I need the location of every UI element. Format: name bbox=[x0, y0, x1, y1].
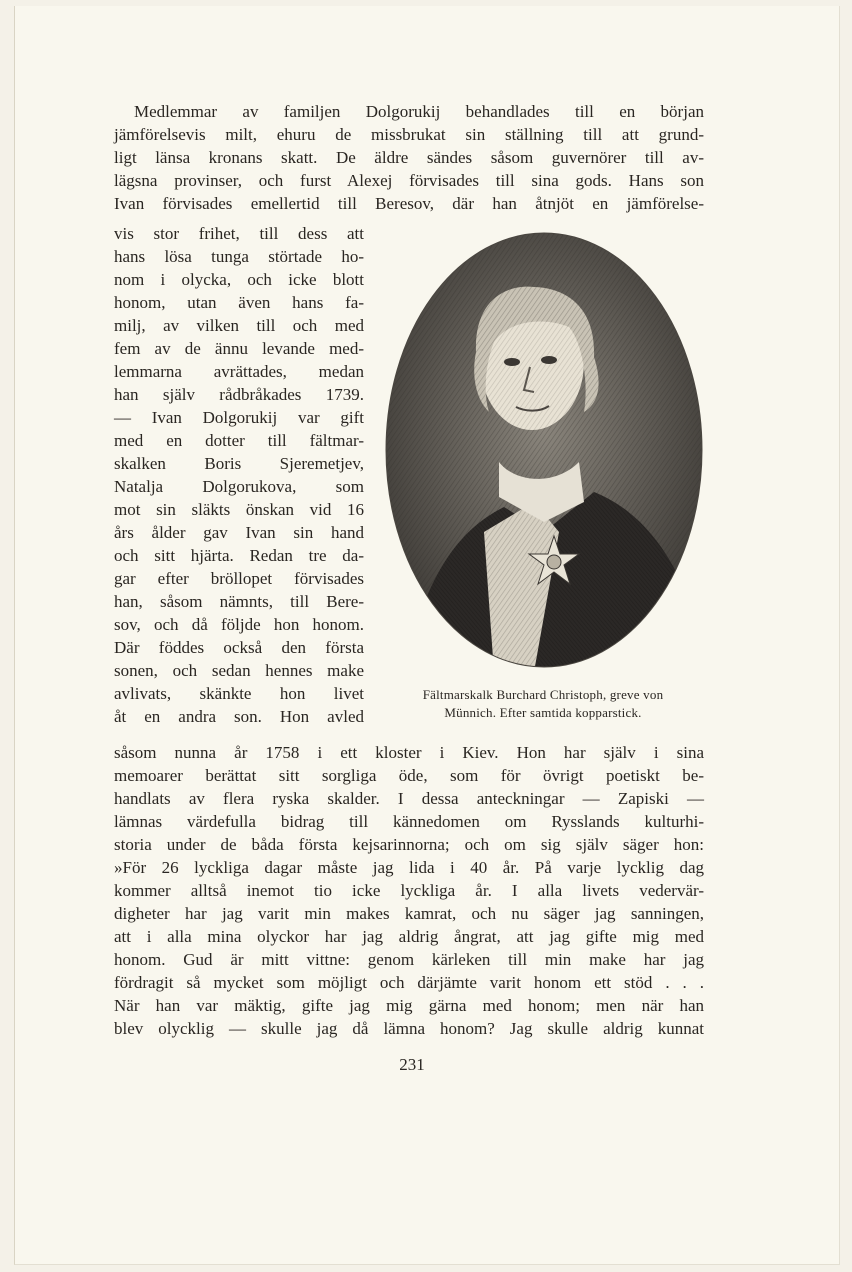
text-line: lägsna provinser, och furst Alexej förvisades till sina gods. Hans son bbox=[114, 171, 704, 190]
text-line: — Ivan Dolgorukij var gift bbox=[114, 408, 364, 427]
text-line: blev olycklig — skulle jag då lämna honom? Jag skulle aldrig kunnat bbox=[114, 1019, 704, 1038]
figure-caption bbox=[378, 686, 708, 722]
text-line: års ålder gav Ivan sin hand bbox=[114, 523, 364, 542]
text-line: Där föddes också den första bbox=[114, 638, 364, 657]
text-line: hans lösa tunga störtade ho- bbox=[114, 247, 364, 266]
text-line: han, såsom nämnts, till Bere- bbox=[114, 592, 364, 611]
text-line: lämnas värdefulla bidrag till kännedomen om Rysslands kulturhi- bbox=[114, 812, 704, 831]
text-line: honom, utan även hans fa- bbox=[114, 293, 364, 312]
text-line: med en dotter till fältmar- bbox=[114, 431, 364, 450]
caption-line: Münnich. Efter samtida kopparstick. bbox=[444, 705, 642, 720]
text-line: vis stor frihet, till dess att bbox=[114, 224, 364, 243]
text-line: När han var mäktig, gifte jag mig gärna med honom; men när han bbox=[114, 996, 704, 1015]
text-line: att i alla mina olyckor har jag aldrig ångrat, att jag gifte mig med bbox=[114, 927, 704, 946]
text-line: honom. Gud är mitt vittne: genom kärleken till min make har jag bbox=[114, 950, 704, 969]
text-line: mot sin släkts önskan vid 16 bbox=[114, 500, 364, 519]
portrait-engraving bbox=[384, 232, 704, 672]
text-line: han själv rådbråkades 1739. bbox=[114, 385, 364, 404]
text-line: milj, av vilken till och med bbox=[114, 316, 364, 335]
text-line: »För 26 lyckliga dagar måste jag lida i 40 år. På varje lycklig dag bbox=[114, 858, 704, 877]
text-line: sov, och då följde hon honom. bbox=[114, 615, 364, 634]
text-line: kommer alltså inemot tio icke lyckliga år. I alla livets vedervär- bbox=[114, 881, 704, 900]
text-line: handlats av flera ryska skalder. I dessa anteckningar — Zapiski — bbox=[114, 789, 704, 808]
text-line: såsom nunna år 1758 i ett kloster i Kiev. Hon har själv i sina bbox=[114, 743, 704, 762]
text-line: Ivan förvisades emellertid till Beresov, där han åtnjöt en jämförelse- bbox=[114, 194, 704, 213]
caption-line: Fältmarskalk Burchard Christoph, greve von bbox=[422, 687, 664, 702]
text-line: fördragit så mycket som möjligt och därjämte varit honom ett stöd . . . bbox=[114, 973, 704, 992]
text-line: fem av de ännu levande med- bbox=[114, 339, 364, 358]
text-line: storia under de båda första kejsarinnorna; och om sig själv säger hon: bbox=[114, 835, 704, 854]
text-line: avlivats, skänkte hon livet bbox=[114, 684, 364, 703]
page-number: 231 bbox=[399, 1055, 425, 1074]
text-line: jämförelsevis milt, ehuru de missbrukat sin ställning till att grund- bbox=[114, 125, 704, 144]
text-line: sonen, och sedan hennes make bbox=[114, 661, 364, 680]
text-line: Natalja Dolgorukova, som bbox=[114, 477, 364, 496]
text-line: skalken Boris Sjeremetjev, bbox=[114, 454, 364, 473]
text-line: och sitt hjärta. Redan tre da- bbox=[114, 546, 364, 565]
text-line: memoarer berättat sitt sorgliga öde, som för övrigt poetiskt be- bbox=[114, 766, 704, 785]
text-line: lemmarna avrättades, medan bbox=[114, 362, 364, 381]
text-line: Medlemmar av familjen Dolgorukij behandlades till en början bbox=[134, 102, 704, 121]
text-line: åt en andra son. Hon avled bbox=[114, 707, 364, 726]
text-line: gar efter bröllopet förvisades bbox=[114, 569, 364, 588]
text-line: ligt länsa kronans skatt. De äldre sändes såsom guvernörer till av- bbox=[114, 148, 704, 167]
text-line: digheter har jag varit min makes kamrat, och nu säger jag sanningen, bbox=[114, 904, 704, 923]
text-line: nom i olycka, och icke blott bbox=[114, 270, 364, 289]
